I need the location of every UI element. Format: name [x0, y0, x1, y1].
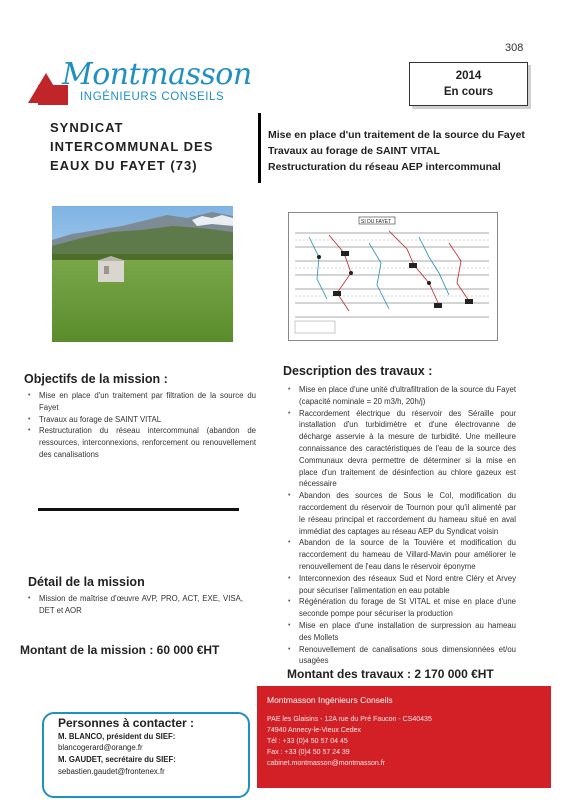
list-item: • Régénération du forage de St VITAL et mise en place d'une seconde pompe pour sécuriser la production [288, 596, 516, 620]
contact-email[interactable]: blancogerard@orange.fr [58, 743, 143, 752]
list-item: • Abandon des sources de Sous le Col, modification du raccordement du réservoir de Tournon pour qu'il alimenté par le réseau principal et raccordement du hameau situé en aval immédiat des captages au réseau AEP du Syndicat voisin [288, 490, 516, 537]
list-item: • Renouvellement de canalisations sous dimensionnées et/ou usagées [288, 644, 516, 668]
client-name [50, 118, 250, 175]
project-status: En cours [443, 86, 494, 98]
logo-name: Montmasson [62, 57, 252, 92]
network-schematic [288, 212, 498, 341]
company-city: 74940 Annecy-le-Vieux Cedex [267, 727, 362, 734]
works-amount: Montant des travaux : 2 170 000 €HT [287, 667, 494, 681]
detail-list [28, 593, 243, 617]
section-divider [38, 508, 239, 511]
client-line: EAUX DU FAYET (73) [50, 158, 198, 173]
contact-name-text: M. GAUDET, secrétaire du SIEF [58, 755, 174, 764]
company-phone: Tél : +33 (0)4 50 57 04 45 [267, 738, 348, 745]
project-title: Restructuration du réseau AEP intercommunal [268, 161, 501, 173]
logo-subtitle: INGÉNIEURS CONSEILS [80, 91, 225, 103]
detail-title: Détail de la mission [28, 575, 145, 589]
list-item: • Raccordement électrique du réservoir des Séraille pour installation d'un turbidimètre et d'une électrovanne de décharge asservie à la mesure de turbidité. Une meilleure connaissance des caractéristiques de l'eau de la source des Communaux devra permettre de déterminer si la mise en place d'un traitement de désinfection au chlore gazeux est nécessaire [288, 408, 516, 491]
client-line: INTERCOMMUNAL DES [50, 139, 214, 154]
project-year: 2014 [455, 70, 482, 82]
company-address: PAE les Glaisins - 12A rue du Pré Faucon - CS40435 [267, 716, 432, 723]
client-line: SYNDICAT [50, 120, 124, 135]
contact-name-text: M. BLANCO, président du SIEF [58, 732, 173, 741]
page-number: 308 [505, 42, 524, 54]
contact-name [58, 755, 176, 764]
list-item: • Mission de maîtrise d'œuvre AVP, PRO, ACT, EXE, VISA, DET et AOR [28, 593, 243, 617]
mission-amount: Montant de la mission : 60 000 €HT [20, 643, 220, 657]
diagram-title: SI DU FAYET [361, 219, 392, 225]
site-photo [52, 206, 233, 342]
company-name: Montmasson Ingénieurs Conseils [267, 695, 393, 705]
company-fax: Fax : +33 (0)4 50 57 24 39 [267, 749, 350, 756]
contacts-title: Personnes à contacter : [58, 716, 195, 730]
list-item: • Travaux au forage de SAINT VITAL [28, 414, 256, 426]
description-list [288, 384, 516, 667]
contact-email[interactable]: sebastien.gaudet@frontenex.fr [58, 767, 165, 776]
list-item: • Mise en place d'une unité d'ultrafiltration de la source du Fayet (capacité nominale = 20 m3/h, 20h/j) [288, 384, 516, 408]
project-title: Travaux au forage de SAINT VITAL [268, 145, 440, 157]
description-title: Description des travaux : [283, 364, 433, 378]
contact-box [42, 712, 250, 798]
company-contact-box [257, 686, 551, 788]
contact-separator: : [173, 755, 176, 764]
project-titles [268, 127, 548, 175]
contact-separator: : [172, 732, 176, 741]
company-email[interactable]: cabinet.montmasson@montmasson.fr [267, 760, 385, 767]
company-logo [28, 55, 252, 110]
list-item: • Abandon de la source de la Touvière et modification du raccordement du hameau de Villard-Mavin pour améliorer le renouvellement de l'eau dans le réservoir éponyme [288, 537, 516, 572]
list-item: • Restructuration du réseau intercommunal (abandon de ressources, interconnexions, renforcement ou renouvellement des canalisations [28, 425, 256, 460]
project-title: Mise en place d'un traitement de la source du Fayet [268, 129, 525, 141]
list-item: • Mise en place d'un traitement par filtration de la source du Fayet [28, 390, 256, 414]
objectives-title: Objectifs de la mission : [24, 372, 168, 386]
objectives-list [28, 390, 256, 461]
contact-name [58, 732, 175, 741]
project-title-bar [258, 113, 261, 183]
list-item: • Interconnexion des réseaux Sud et Nord entre Cléry et Arvey pour sécuriser l'alimentation en eau potable [288, 573, 516, 597]
list-item: • Mise en place d'une installation de surpression au hameau des Mollets [288, 620, 516, 644]
status-box [409, 62, 528, 106]
